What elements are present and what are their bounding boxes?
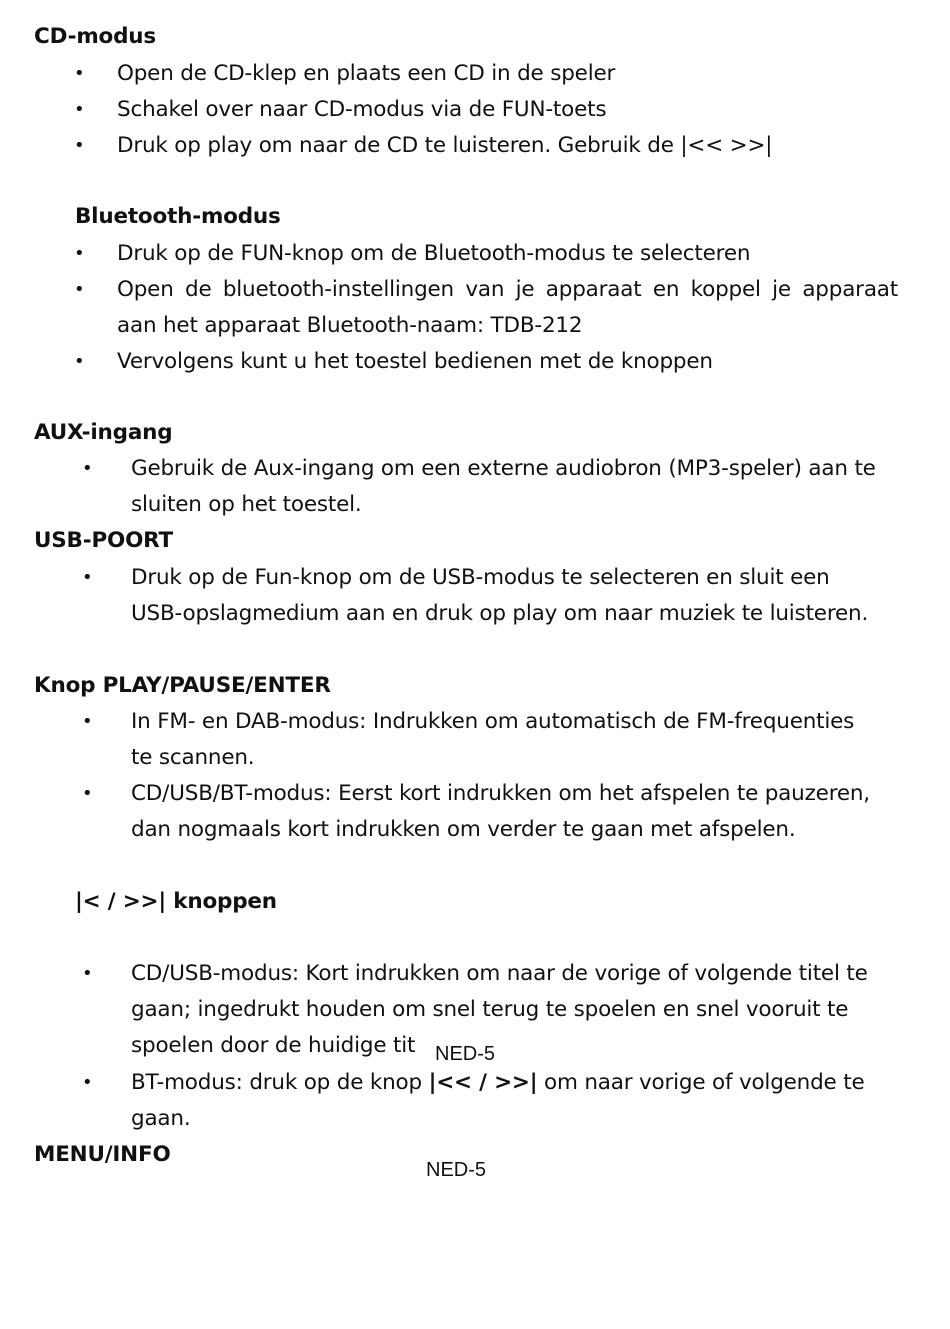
- bullet: •: [74, 99, 85, 120]
- list-item-continuation: aan het apparaat Bluetooth-naam: TDB-212: [117, 313, 583, 338]
- list-item-continuation: sluiten op het toestel.: [131, 492, 362, 517]
- page-number: NED-5: [426, 1159, 487, 1181]
- list-item-continuation: gaan.: [131, 1106, 191, 1131]
- bullet: •: [82, 1072, 93, 1093]
- bullet: •: [82, 711, 93, 732]
- bullet: •: [82, 458, 93, 479]
- list-item-continuation: gaan; ingedrukt houden om snel terug te spoelen en snel vooruit te: [131, 997, 849, 1022]
- bullet: •: [74, 279, 85, 300]
- skip-buttons-label: |<< / >>|: [428, 1070, 538, 1095]
- page-number-overlay: NED-5: [435, 1043, 496, 1065]
- list-item: Schakel over naar CD-modus via de FUN-toets: [117, 97, 607, 122]
- list-item: [131, 1065, 864, 1101]
- bullet: •: [82, 783, 93, 804]
- list-item: Druk op de Fun-knop om de USB-modus te selecteren en sluit een: [131, 565, 830, 590]
- heading-play-pause-enter: Knop PLAY/PAUSE/ENTER: [34, 673, 331, 698]
- heading-cd-modus: CD-modus: [34, 24, 157, 49]
- list-item: CD/USB/BT-modus: Eerst kort indrukken om het afspelen te pauzeren,: [131, 781, 870, 806]
- list-item: Gebruik de Aux-ingang om een externe audiobron (MP3-speler) aan te: [131, 456, 876, 481]
- heading-aux-ingang: AUX-ingang: [34, 420, 173, 445]
- list-item: In FM- en DAB-modus: Indrukken om automatisch de FM-frequenties: [131, 709, 855, 734]
- bullet: •: [82, 567, 93, 588]
- list-item: Open de CD-klep en plaats een CD in de speler: [117, 61, 616, 86]
- heading-skip-buttons: |< / >>| knoppen: [75, 889, 277, 914]
- list-item-continuation: USB-opslagmedium aan en druk op play om naar muziek te luisteren.: [131, 601, 869, 626]
- list-item-continuation: te scannen.: [131, 745, 255, 770]
- heading-menu-info: MENU/INFO: [34, 1142, 171, 1167]
- bullet: •: [82, 963, 93, 984]
- list-item-continuation: dan nogmaals kort indrukken om verder te gaan met afspelen.: [131, 817, 796, 842]
- bullet: •: [74, 351, 85, 372]
- list-item: Druk op de FUN-knop om de Bluetooth-modus te selecteren: [117, 241, 751, 266]
- list-item: Druk op play om naar de CD te luisteren. Gebruik de |<< >>|: [117, 133, 773, 158]
- bullet: •: [74, 243, 85, 264]
- heading-bluetooth-modus: Bluetooth-modus: [75, 204, 281, 229]
- list-item: CD/USB-modus: Kort indrukken om naar de vorige of volgende titel te: [131, 961, 868, 986]
- heading-usb-poort: USB-POORT: [34, 528, 174, 553]
- bullet: •: [74, 63, 85, 84]
- list-item: Vervolgens kunt u het toestel bedienen met de knoppen: [117, 349, 713, 374]
- bullet: •: [74, 135, 85, 156]
- list-item: Open de bluetooth-instellingen van je apparaat en koppel je apparaat: [117, 277, 898, 302]
- list-item-text: om naar vorige of volgende te: [537, 1070, 865, 1095]
- list-item-text: BT-modus: druk op de knop: [131, 1070, 429, 1095]
- list-item-continuation: spoelen door de huidige tit: [131, 1033, 416, 1058]
